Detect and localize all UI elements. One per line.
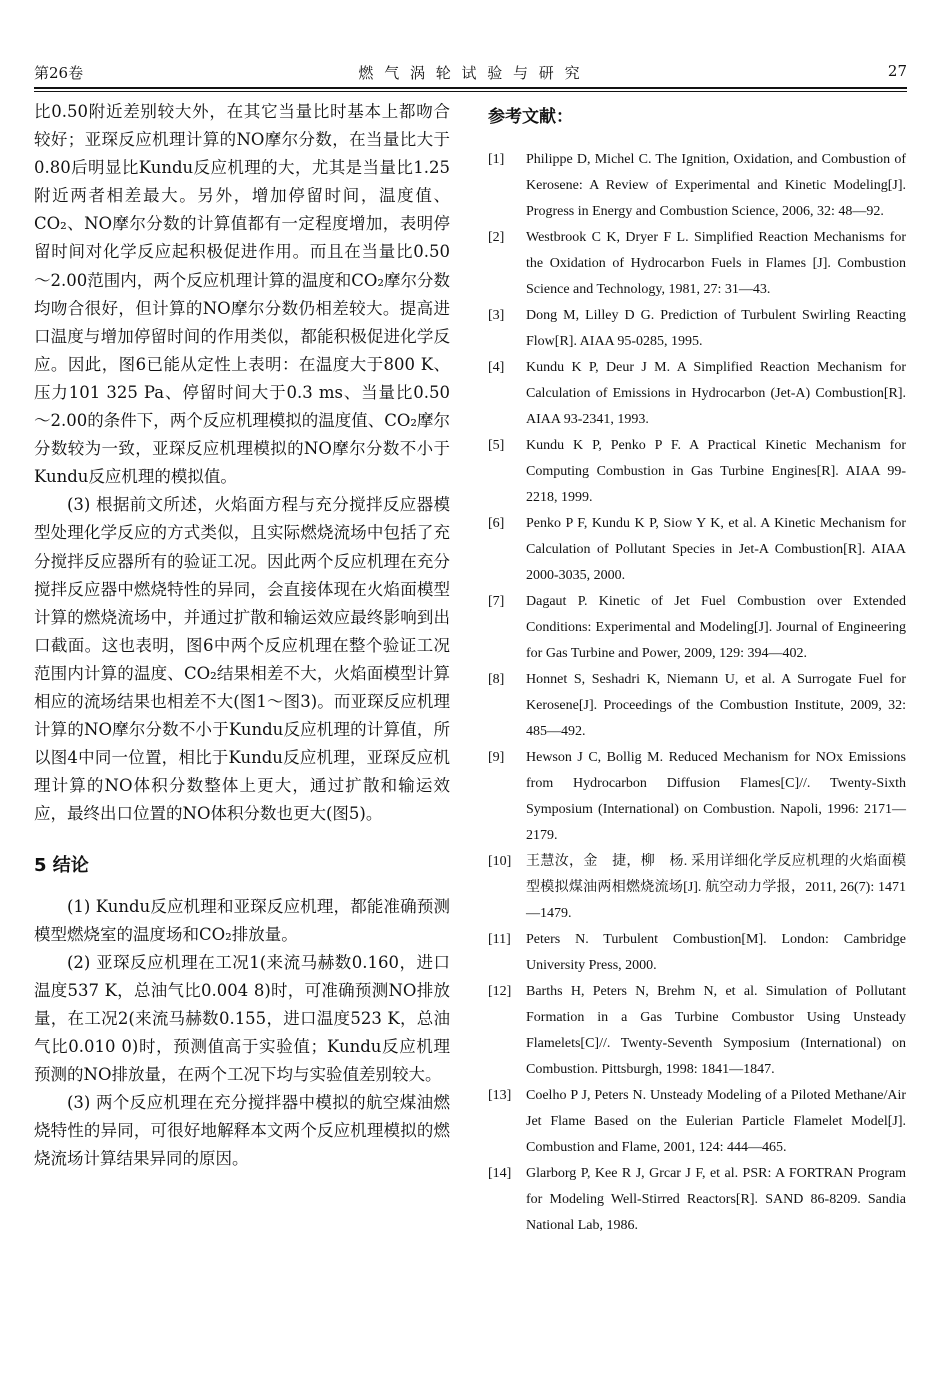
reference-text: Westbrook C K, Dryer F L. Simplified Reaction Mechanisms for the Oxidation of Hydrocarbon Fuels in Flames [J]. Combustion Science and Technology, 1981, 27: 31—43. [526,230,906,297]
reference-text: Honnet S, Seshadri K, Niemann U, et al. A Surrogate Fuel for Kerosene[J]. Proceedings of the Combustion Institute, 2009, 32: 485—492. [526,672,906,739]
reference-number: [9] [488,750,505,765]
reference-number: [12] [488,984,512,999]
references-column [488,98,906,1239]
reference-text: Glarborg P, Kee R J, Grcar J F, et al. PSR: A FORTRAN Program for Modeling Well-Stirred Reactors[R]. SAND 86-8209. Sandia National Lab, 1986. [526,1166,906,1233]
reference-number: [7] [488,594,505,609]
reference-number: [5] [488,438,505,453]
reference-number: [8] [488,672,505,687]
page-number: 27 [887,62,907,80]
reference-number: [6] [488,516,505,531]
reference-number: [13] [488,1088,512,1103]
section-heading: 5 结论 [34,855,89,877]
reference-item [488,303,906,355]
reference-item [488,745,906,849]
reference-text: Kundu K P, Deur J M. A Simplified Reaction Mechanism for Calculation of Emissions in Hydrocarbon (Jet-A) Combustion[R]. AIAA 93-2341, 1993. [526,360,906,427]
conclusion-item: (2) 亚琛反应机理在工况1(来流马赫数0.160，进口温度537 K，总油气比0.004 8)时，可准确预测NO排放量，在工况2(来流马赫数0.155，进口温度523 K，总油气比0.010 0)时，预测值高于实验值；Kundu反应机理预测的NO排放量，在两个工况下均与实验值差别较大。 [34,952,450,1085]
reference-text: 王慧汝，金 捷，柳 杨. 采用详细化学反应机理的火焰面模型模拟煤油两相燃烧流场[J]. 航空动力学报，2011, 26(7): 1471—1479. [526,854,906,921]
reference-item [488,355,906,433]
body-paragraph: 比0.50附近差别较大外，在其它当量比时基本上都吻合较好；亚琛反应机理计算的NO摩尔分数，在当量比大于0.80后明显比Kundu反应机理的大，尤其是当量比1.25附近两者相差最大。另外，增加停留时间，温度值、CO₂、NO摩尔分数的计算值都有一定程度增加，表明停留时间对化学反应起积极促进作用。而且在当量比0.50～2.00范围内，两个反应机理计算的温度和CO₂摩尔分数均吻合很好，但计算的NO摩尔分数仍相差较大。提高进口温度与增加停留时间的作用类似，都能积极促进化学反应。因此，图6已能从定性上表明：在温度大于800 K、压力101 325 Pa、停留时间大于0.3 ms、当量比0.50～2.00的条件下，两个反应机理模拟的温度值、CO₂摩尔分数较为一致，亚琛反应机理模拟的NO摩尔分数不小于Kundu反应机理的模拟值。 [34,102,451,487]
conclusion-item: (3) 两个反应机理在充分搅拌器中模拟的航空煤油燃烧特性的异同，可很好地解释本文两个反应机理模拟的燃烧流场计算结果异同的原因。 [34,1093,450,1169]
reference-text: Dong M, Lilley D G. Prediction of Turbulent Swirling Reacting Flow[R]. AIAA 95-0285, 1995. [526,308,906,349]
reference-number: [10] [488,854,512,869]
left-column [34,98,450,1173]
journal-title: 燃 气 涡 轮 试 验 与 研 究 [358,64,583,82]
reference-text: Coelho P J, Peters N. Unsteady Modeling of a Piloted Methane/Air Jet Flame Based on the Eulerian Particle Flamelet Model[J]. Combustion and Flame, 2001, 124: 444—465. [526,1088,906,1155]
reference-item [488,589,906,667]
reference-item [488,667,906,745]
reference-text: Peters N. Turbulent Combustion[M]. London: Cambridge University Press, 2000. [526,932,906,973]
reference-number: [1] [488,152,505,167]
reference-text: Penko P F, Kundu K P, Siow Y K, et al. A Kinetic Mechanism for Calculation of Pollutant Species in Jet-A Combustion[R]. AIAA 2000-3035, 2000. [526,516,906,583]
page-header [34,62,907,86]
reference-item [488,927,906,979]
reference-text: Hewson J C, Bollig M. Reduced Mechanism for NOx Emissions from Hydrocarbon Diffusion Flames[C]//. Twenty-Sixth Symposium (International) on Combustion. Napoli, 1996: 2171—2179. [526,750,906,843]
body-paragraph: (3) 根据前文所述，火焰面方程与充分搅拌反应器模型处理化学反应的方式类似，且实际燃烧流场中包括了充分搅拌反应器所有的验证工况。因此两个反应机理在充分搅拌反应器中燃烧特性的异同，会直接体现在火焰面模型计算的燃烧流场中，并通过扩散和输运效应最终影响到出口截面。这也表明，图6中两个反应机理在整个验证工况范围内计算的温度、CO₂结果相差不大，火焰面模型计算相应的流场结果也相差不大(图1～图3)。而亚琛反应机理计算的NO摩尔分数不小于Kundu反应机理的计算值，所以图4中同一位置，相比于Kundu反应机理，亚琛反应机理计算的NO体积分数整体上更大，通过扩散和输运效应，最终出口位置的NO体积分数也更大(图5)。 [34,495,450,824]
reference-item [488,979,906,1083]
header-rule-thin [34,91,907,92]
reference-item [488,849,906,927]
reference-text: Philippe D, Michel C. The Ignition, Oxidation, and Combustion of Kerosene: A Review of Experimental and Kinetic Modeling[J]. Progress in Energy and Combustion Science, 2006, 32: 48—92. [526,152,906,219]
reference-text: Barths H, Peters N, Brehm N, et al. Simulation of Pollutant Formation in a Gas Turbine Combustor Using Unsteady Flamelets[C]//. Twenty-Seventh Symposium (International) on Combustion. Pittsburgh, 1998: 1841—1847. [526,984,906,1077]
references-title: 参考文献： [488,107,573,127]
volume-label: 第26卷 [34,64,84,82]
reference-item [488,433,906,511]
reference-number: [11] [488,932,511,947]
reference-item [488,147,906,225]
reference-text: Kundu K P, Penko P F. A Practical Kinetic Mechanism for Computing Combustion in Gas Turbine Engines[R]. AIAA 99-2218, 1999. [526,438,906,505]
conclusion-item: (1) Kundu反应机理和亚琛反应机理，都能准确预测模型燃烧室的温度场和CO₂排放量。 [34,896,450,944]
reference-number: [2] [488,230,505,245]
reference-item [488,225,906,303]
reference-item [488,511,906,589]
reference-number: [3] [488,308,505,323]
reference-number: [14] [488,1166,512,1181]
reference-text: Dagaut P. Kinetic of Jet Fuel Combustion over Extended Conditions: Experimental and Modeling[J]. Journal of Engineering for Gas Turbine and Power, 2009, 129: 394—402. [526,594,906,661]
reference-item [488,1161,906,1239]
reference-item [488,1083,906,1161]
header-rule-thick [34,87,907,89]
reference-number: [4] [488,360,505,375]
